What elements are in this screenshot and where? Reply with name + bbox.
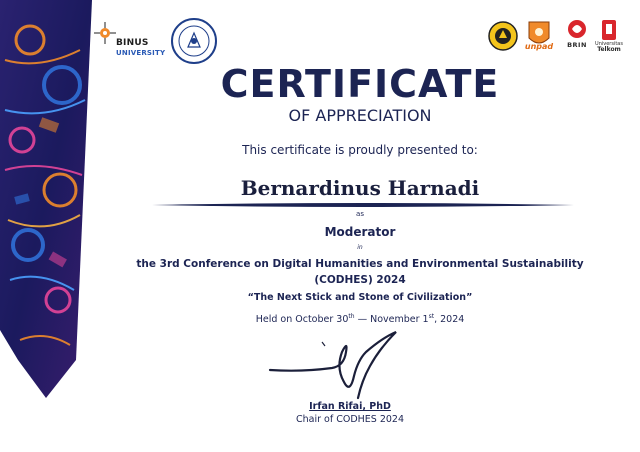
binus-emblem-icon [94, 22, 116, 52]
in-label: in [357, 244, 363, 251]
event-theme: “The Next Stick and Stone of Civilization” [247, 292, 473, 303]
unpad-logo-icon [523, 18, 555, 58]
binus-name: BINUS [116, 38, 149, 48]
certificate-title: CERTIFICATE [220, 62, 500, 106]
signatory-title: Chair of CODHES 2024 [295, 414, 405, 425]
held-sup-1: th [348, 313, 355, 320]
held-suffix: , 2024 [434, 314, 465, 326]
event-line-2: (CODHES) 2024 [314, 274, 406, 286]
itb-seal-icon [170, 17, 218, 65]
unpad-label: unpad [524, 42, 554, 51]
name-divider [152, 201, 574, 209]
decorative-ribbon [0, 0, 92, 420]
presented-text: This certificate is proudly presented to: [242, 143, 478, 157]
telkom-label-line2: Telkom [597, 46, 621, 53]
brin-logo-icon [560, 18, 594, 58]
as-label: as [356, 210, 364, 218]
held-sup-2: st [428, 313, 435, 320]
held-prefix: Held on October 30 [255, 314, 349, 326]
signatory-name: Irfan Rifai, PhD [309, 401, 391, 412]
brin-label: BRIN [567, 41, 587, 49]
recipient-name: Bernardinus Harnadi [240, 176, 480, 200]
held-middle: — November 1 [354, 314, 429, 326]
binus-subtitle: UNIVERSITY [116, 49, 166, 57]
signature-image [262, 322, 422, 402]
role-text: Moderator [324, 225, 396, 239]
event-name [110, 256, 610, 288]
certificate-subtitle: OF APPRECIATION [288, 106, 432, 125]
telkom-label [592, 41, 626, 53]
telkom-label-line1: Universitas [595, 41, 623, 47]
event-line-1: the 3rd Conference on Digital Humanities and Environmental Sustainability [136, 258, 584, 270]
university-seal-icon [487, 18, 519, 58]
binus-university-logo [94, 22, 168, 62]
